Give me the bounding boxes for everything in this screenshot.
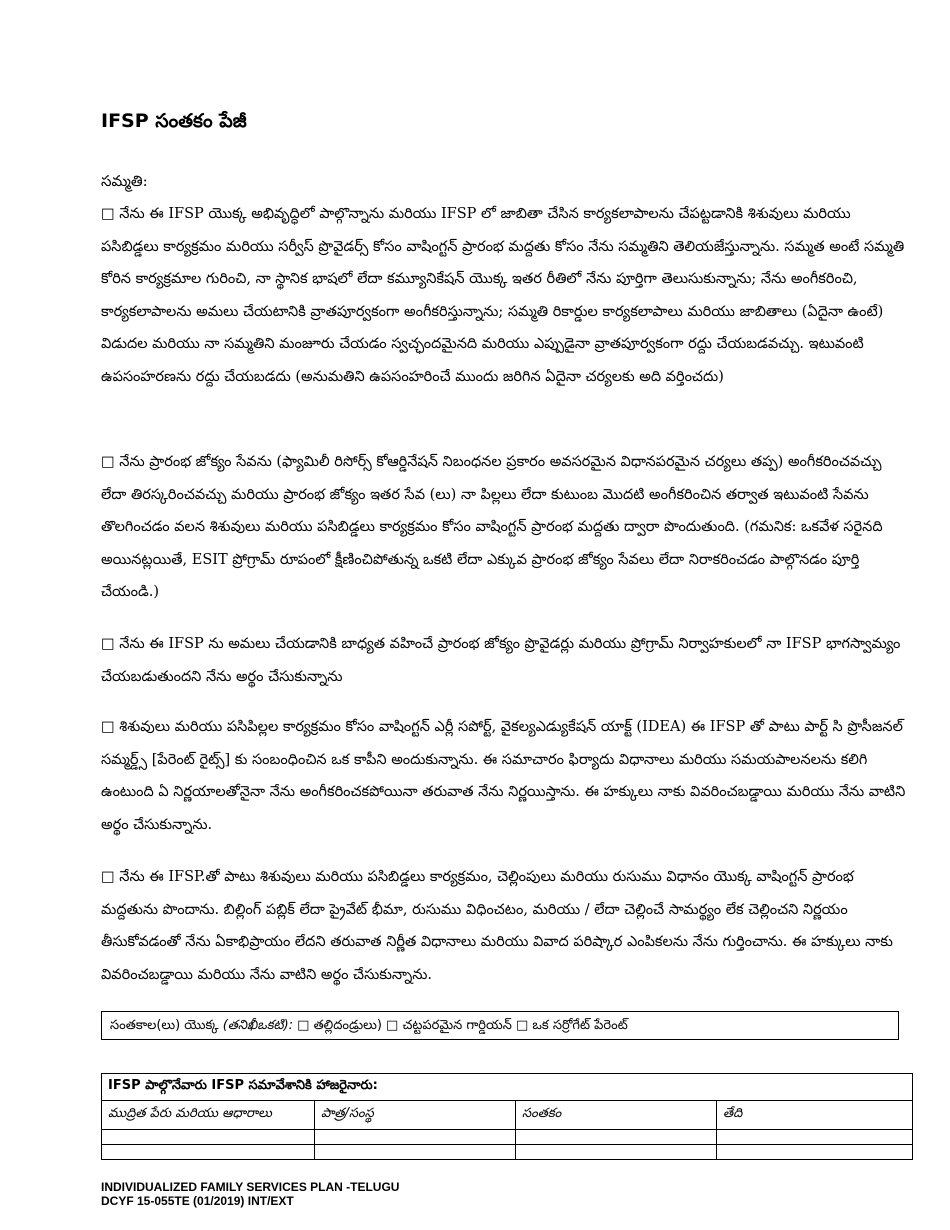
column-signature: సంతకం [516,1101,717,1130]
table-cell[interactable] [516,1130,717,1145]
table-cell[interactable] [516,1145,717,1160]
consent-paragraph-accept-decline: □ నేను ప్రారంభ జోక్యం సేవను (ఫ్యామిలీ రిసోర్స్ కోఆర్డినేషన్ నిబంధనల ప్రకారం అవసరమైన విధానపరమైన చర్యలు తప్ప) అంగీకరించవచ్చు లేదా తిరస్కరించవచ్చు మరియు ప్రారంభ జోక్యం ఇతర సేవ (లు) నా పిల్లలు లేదా కుటుంబ మొదటి అంగీకరించిన తర్వాత ఇటువంటి సేవను తొలగించడం వలన శిశువులు మరియు పసిబిడ్డలు కార్యక్రమం కోసం వాషింగ్టన్ ప్రారంభ మద్దతు ద్వారా పొందుతుంది. (గమనిక: ఒకవేళ సరైనది అయినట్లయితే, ESIT ప్రోగ్రామ్ రూపంలో క్షీణించిపోతున్న ఒకటి లేదా ఎక్కువ ప్రారంభ జోక్యం సేవలు లేదా నిరాకరించడం పాల్గొనడం పూర్తి చేయండి.) [101,454,883,601]
table-row [102,1130,913,1145]
column-date: తేది [717,1101,913,1130]
attendance-table-header: IFSP పాల్గొనేవారు IFSP సమావేశానికి హాజరైనారు: [102,1074,913,1101]
table-cell[interactable] [717,1130,913,1145]
signature-role-label: సంతకాల(లు) యొక్క [110,1018,219,1033]
consent-label: సమ్మతి: [101,172,148,190]
footer-form-number: DCYF 15-055TE (01/2019) INT/EXT [101,1194,294,1208]
table-cell[interactable] [102,1145,315,1160]
page-title: IFSP సంతకం పేజీ [101,110,247,132]
signature-role-instruction: (తనిఖీఒకటి): [222,1018,294,1033]
column-printed-name: ముద్రిత పేరు మరియు ఆధారాలు [102,1101,315,1130]
footer-form-title: INDIVIDUALIZED FAMILY SERVICES PLAN -TELUGU [101,1180,400,1194]
checkbox-parent[interactable]: □ తల్లిదండ్రులు) [297,1018,382,1033]
consent-paragraph-payments: □ నేను ఈ IFSP.తో పాటు శిశువులు మరియు పసిబిడ్డలు కార్యక్రమం, చెల్లింపులు మరియు రుసుము విధానం యొక్క వాషింగ్టన్ ప్రారంభ మద్దతును పొందాను. బిల్లింగ్ పబ్లిక్ లేదా ప్రైవేట్ భీమా, రుసుము విధించటం, మరియు / లేదా చెల్లించే సామర్థ్యం లేక చెల్లించని నిర్ణయం తీసుకోవడంతో నేను ఏకాభిప్రాయం లేదని తరువాత నిర్ణీత విధానాలు మరియు వివాద పరిష్కార ఎంపికలను నేను గుర్తించాను. ఈ హక్కులు నాకు వివరించబడ్డాయి మరియు నేను వాటిని అర్థం చేసుకున్నాను. [101,869,893,983]
form-footer [101,1180,399,1208]
consent-paragraph-rights: □ శిశువులు మరియు పసిపిల్లల కార్యక్రమం కోసం వాషింగ్టన్ ఎర్లీ సపోర్ట్, వైకల్యఎడ్యుకేషన్ యాక్ట్ (IDEA) ఈ IFSP తో పాటు పార్ట్ సి ప్రొసీజనల్ సమ్మర్డ్స్ [పేరెంట్ రైట్స్] కు సంబంధించిన ఒక కాపీని అందుకున్నాను. ఈ సమాచారం ఫిర్యాదు విధానాలు మరియు సమయపాలనలను కలిగి ఉంటుంది ఏ నిర్ణయాలతోనైనా నేను అంగీకరించకపోయినా తరువాత నేను నిర్ణయిస్తాను. ఈ హక్కులు నాకు వివరించబడ్డాయి మరియు నేను వాటిని అర్థం చేసుకున్నాను. [101,719,906,833]
attendance-table [101,1073,913,1160]
table-cell[interactable] [315,1145,516,1160]
table-cell[interactable] [717,1145,913,1160]
signature-role-box [101,1011,899,1040]
table-row [102,1145,913,1160]
checkbox-legal-guardian[interactable]: □ చట్టపరమైన గార్డియన్ [386,1018,512,1033]
checkbox-surrogate-parent[interactable]: □ ఒక సర్రోగేట్ పేరెంట్ [516,1018,628,1033]
consent-paragraph-participation: □ నేను ఈ IFSP యొక్క అభివృద్ధిలో పాల్గొన్నాను మరియు IFSP లో జాబితా చేసిన కార్యకలాపాలను చేపట్టడానికి శిశువులు మరియు పసిబిడ్డలు కార్యక్రమం మరియు సర్వీస్ ప్రొవైడర్స్ కోసం వాషింగ్టన్ ప్రారంభ మద్దతు కోసం నేను సమ్మతిని తెలియజేస్తున్నాను. సమ్మత అంటే సమ్మతి కోరిన కార్యక్రమాల గురించి, నా స్థానిక భాషలో లేదా కమ్యూనికేషన్ యొక్క ఇతర రీతిలో నేను పూర్తిగా తెలుసుకున్నాను; నేను అంగీకరించి, కార్యకలాపాలను అమలు చేయటానికి వ్రాతపూర్వకంగా అంగీకరిస్తున్నాను; సమ్మతి రికార్డుల కార్యకలాపాలు మరియు జాబితాలు (ఏదైనా ఉంటే) విడుదల మరియు నా సమ్మతిని మంజూరు చేయడం స్వచ్ఛందమైనది మరియు ఎప్పుడైనా వ్రాతపూర్వకంగా రద్దు చేయబడవచ్చు. ఇటువంటి ఉపసంహరణను రద్దు చేయబడదు (అనుమతిని ఉపసంహరించే ముందు జరిగిన ఏదైనా చర్యలకు అది వర్తించదు) [101,206,905,385]
column-role-agency: పాత్ర/సంస్థ [315,1101,516,1130]
table-cell[interactable] [102,1130,315,1145]
consent-paragraph-sharing: □ నేను ఈ IFSP ను అమలు చేయడానికి బాధ్యత వహించే ప్రారంభ జోక్యం ప్రొవైడర్లు మరియు ప్రోగ్రామ్ నిర్వాహకులలో నా IFSP భాగస్వామ్యం చేయబడుతుందని నేను అర్థం చేసుకున్నాను [101,636,901,685]
table-cell[interactable] [315,1130,516,1145]
